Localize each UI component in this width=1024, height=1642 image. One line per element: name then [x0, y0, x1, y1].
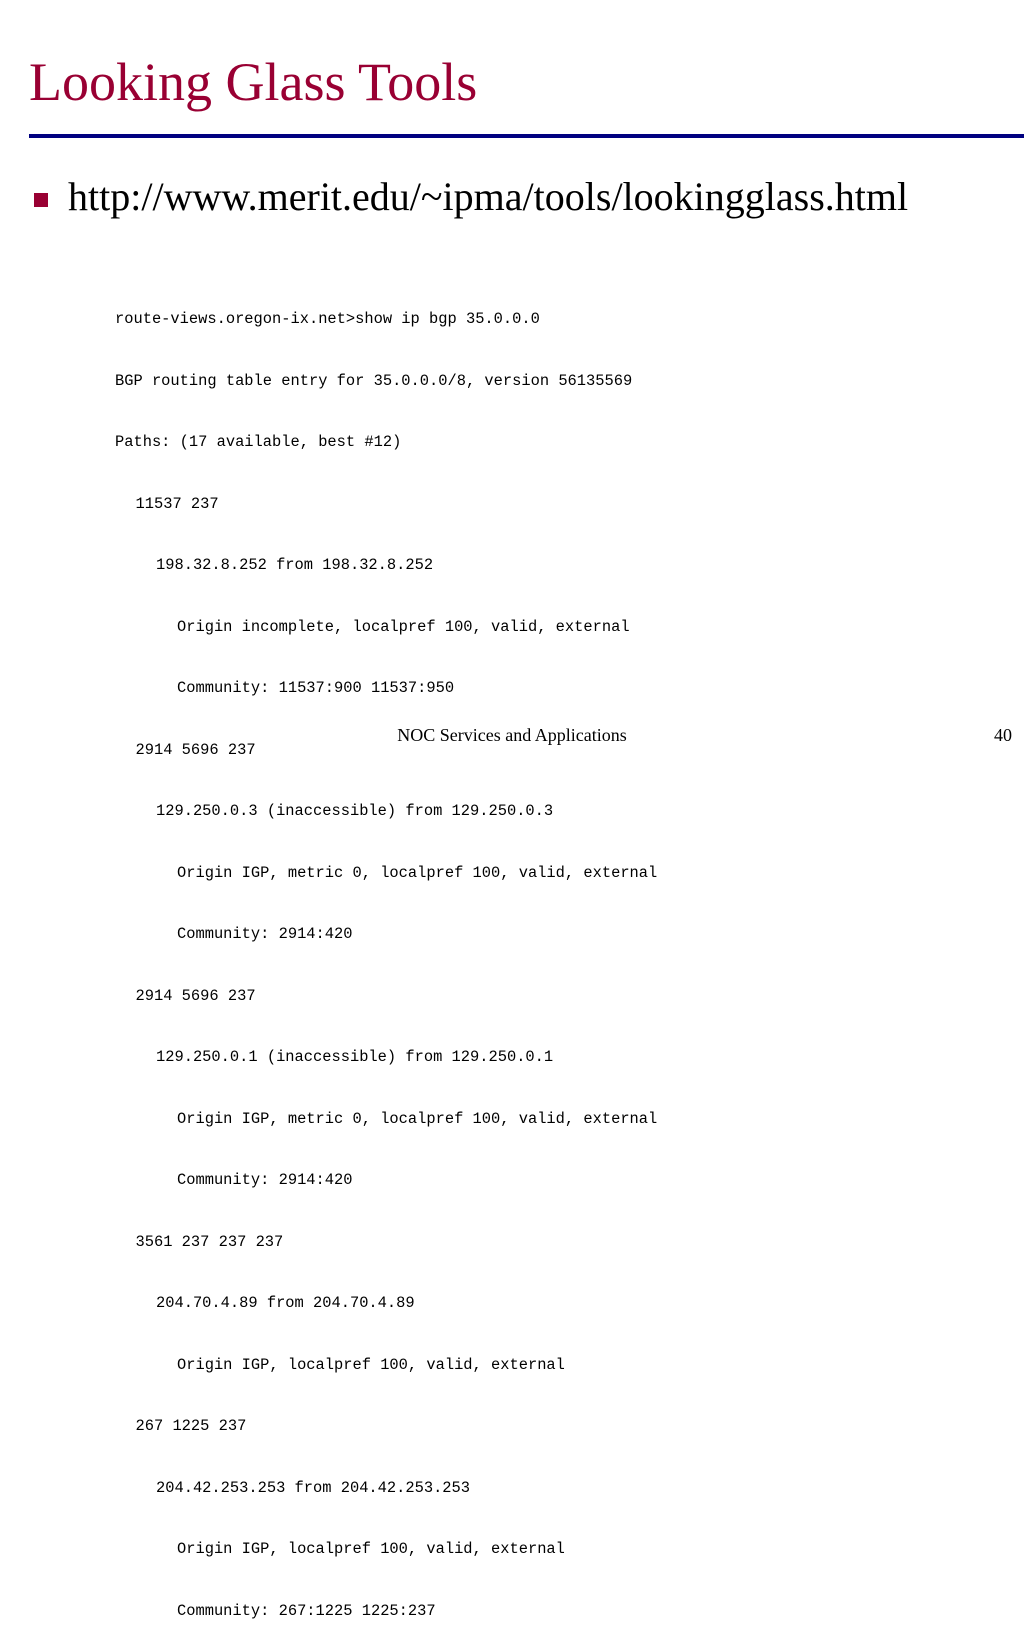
console-line: 198.32.8.252 from 198.32.8.252: [156, 556, 434, 574]
console-line: 204.70.4.89 from 204.70.4.89: [156, 1294, 415, 1312]
console-line: Origin IGP, metric 0, localpref 100, valid, external: [177, 863, 658, 882]
console-line: 3561 237 237 237: [135, 1232, 284, 1251]
slide-title: Looking Glass Tools: [29, 52, 478, 112]
looking-glass-url: http://www.merit.edu/~ipma/tools/lookingglass.html: [68, 174, 909, 219]
console-line: 267 1225 237: [135, 1417, 247, 1435]
footer-title: NOC Services and Applications: [397, 725, 627, 745]
title-divider: [29, 134, 1024, 138]
console-line: Community: 11537:900 11537:950: [177, 679, 455, 697]
console-line: Community: 267:1225 1225:237: [177, 1601, 436, 1620]
console-line: Origin incomplete, localpref 100, valid, external: [177, 617, 630, 636]
console-line: 2914 5696 237: [135, 740, 256, 759]
square-bullet-icon: [34, 193, 48, 207]
console-line: Community: 2914:420: [177, 925, 353, 943]
console-line: BGP routing table entry for 35.0.0.0/8, version 56135569: [115, 371, 633, 390]
console-line: Paths: (17 available, best #12): [115, 433, 402, 451]
console-line: 2914 5696 237: [135, 986, 256, 1005]
bgp-output-block: [115, 268, 657, 1642]
console-line: 129.250.0.3 (inaccessible) from 129.250.0.3: [156, 802, 554, 820]
console-line: Origin IGP, localpref 100, valid, external: [177, 1540, 565, 1558]
console-line: Origin IGP, localpref 100, valid, external: [177, 1355, 565, 1374]
console-line: 11537 237: [135, 494, 219, 513]
console-line: Origin IGP, metric 0, localpref 100, valid, external: [177, 1109, 658, 1128]
console-line: 129.250.0.1 (inaccessible) from 129.250.0.1: [156, 1048, 554, 1066]
console-line: Community: 2914:420: [177, 1171, 353, 1189]
console-line: route-views.oregon-ix.net>show ip bgp 35.0.0.0: [115, 310, 540, 328]
console-line: 204.42.253.253 from 204.42.253.253: [156, 1478, 471, 1497]
page-number: 40: [994, 725, 1012, 745]
